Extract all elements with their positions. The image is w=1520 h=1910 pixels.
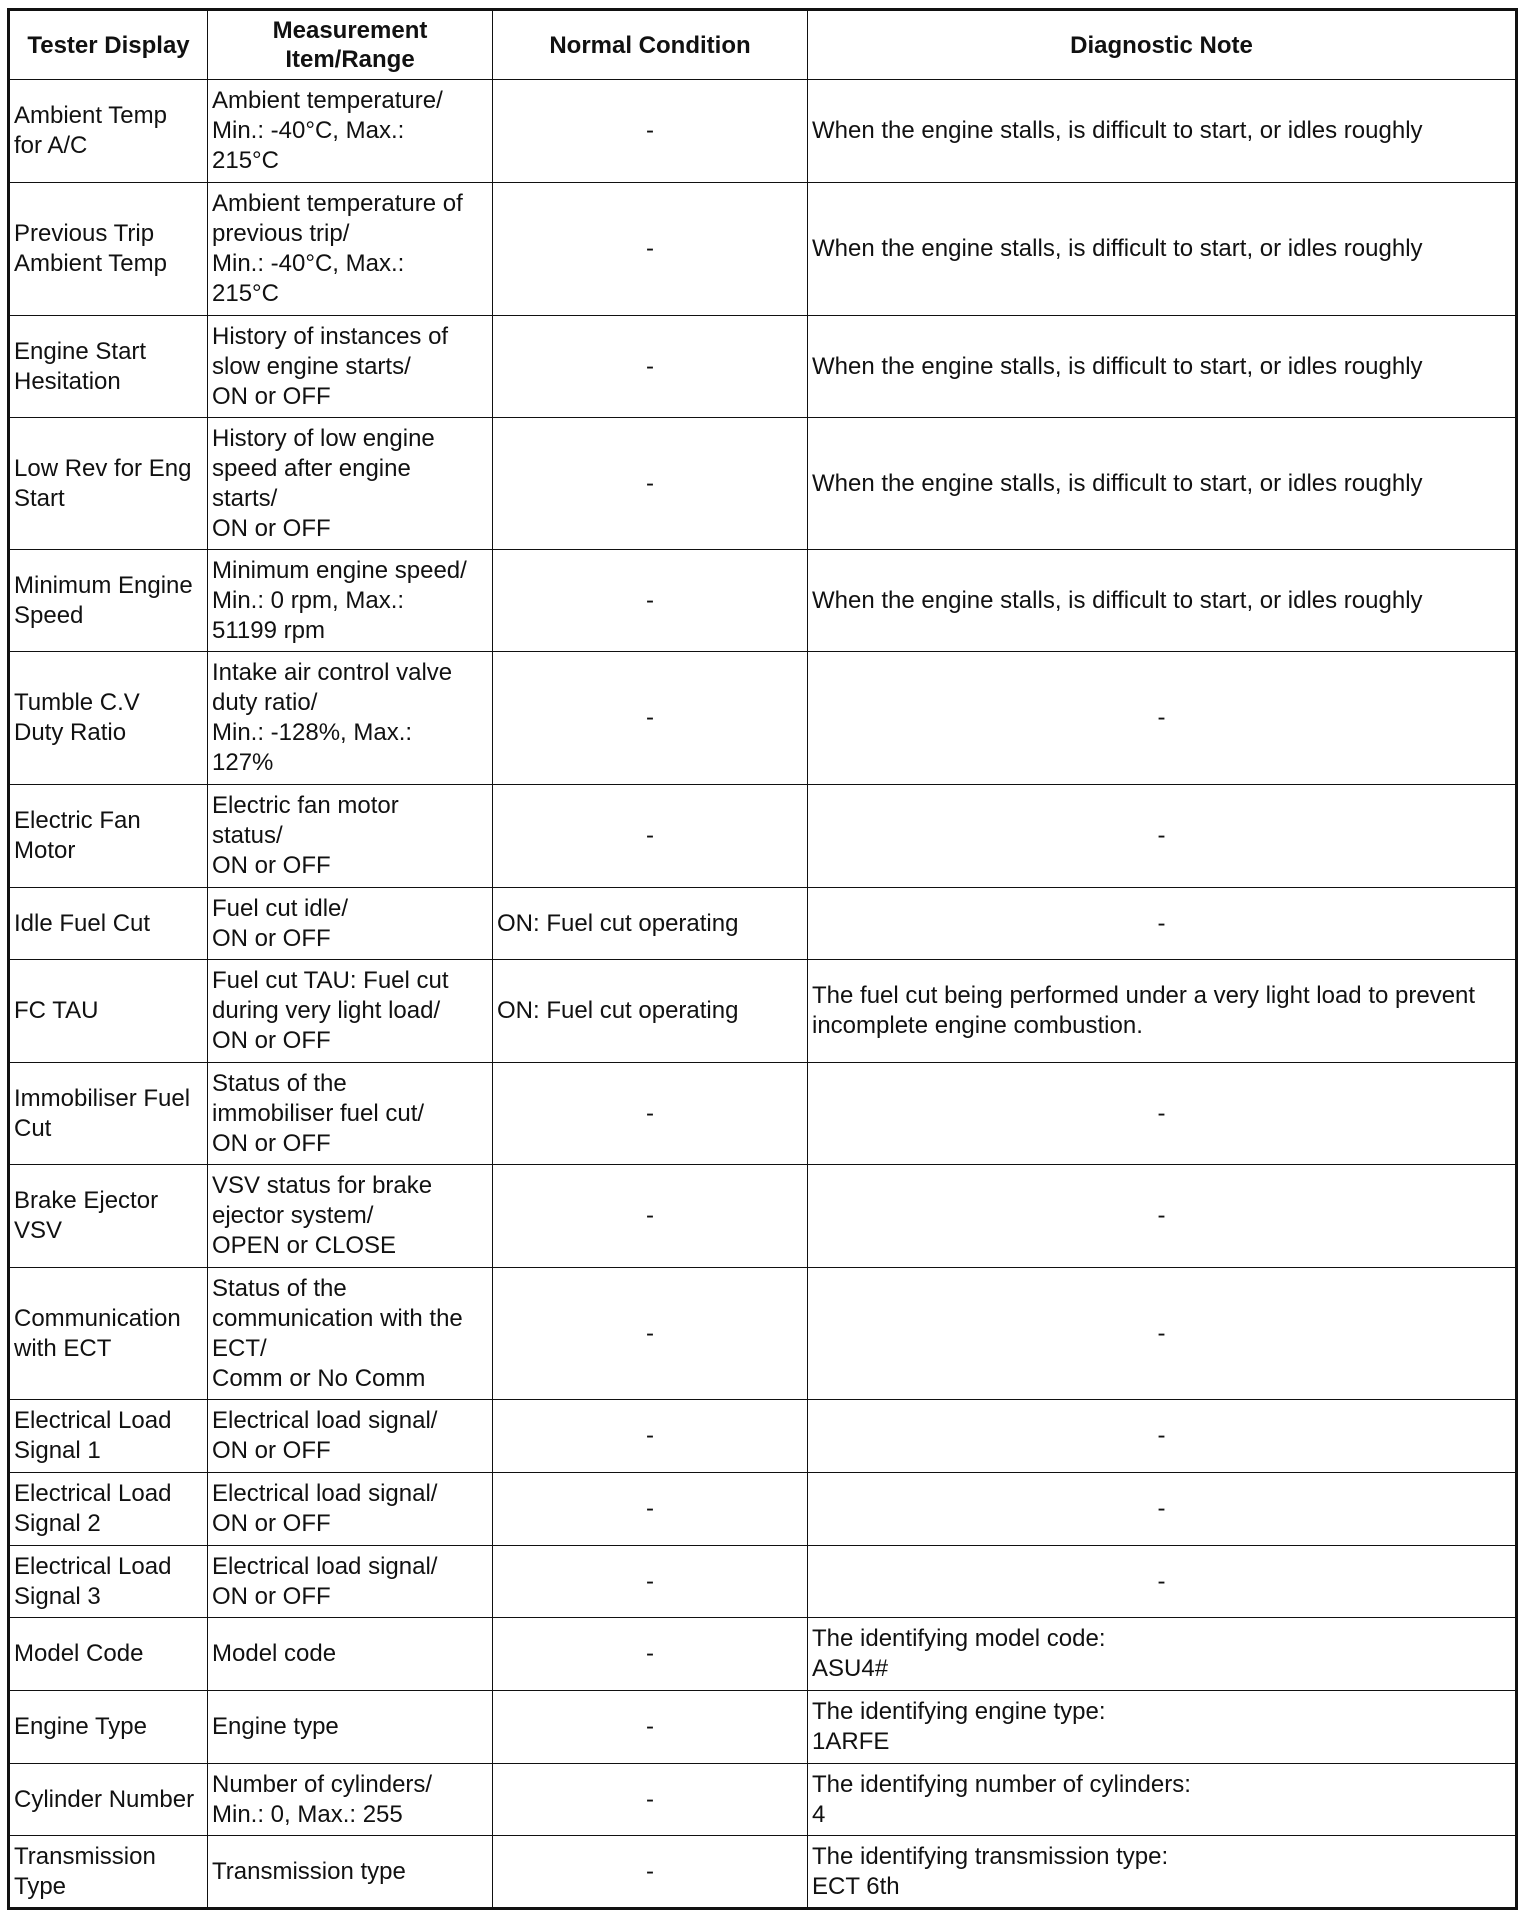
tester-display-cell — [9, 1268, 208, 1400]
normal-condition-cell — [493, 1268, 808, 1400]
header-normal-condition: Normal Condition — [493, 10, 808, 80]
diagnostic-note-cell — [808, 888, 1517, 960]
table-row — [9, 1400, 1517, 1473]
diagnostic-note-cell — [808, 652, 1517, 785]
measurement-range-text: Status of the immobiliser fuel cut/ ON or OFF — [212, 1069, 425, 1157]
normal-condition-cell — [493, 1473, 808, 1546]
measurement-range-cell — [208, 1400, 493, 1473]
normal-condition-text: - — [646, 586, 654, 614]
diagnostic-note-cell — [808, 1473, 1517, 1546]
tester-display-cell — [9, 183, 208, 316]
tester-display-cell — [9, 1836, 208, 1909]
diagnostic-note-cell — [808, 1063, 1517, 1165]
measurement-range-text: Ambient temperature/ Min.: -40°C, Max.: 215°C — [212, 87, 443, 174]
table-row — [9, 1473, 1517, 1546]
tester-display-text: Low Rev for Eng Start — [14, 454, 192, 512]
normal-condition-text: - — [646, 1422, 654, 1449]
normal-condition-cell — [493, 1764, 808, 1836]
table-row — [9, 888, 1517, 960]
tester-display-text: FC TAU — [14, 997, 99, 1024]
tester-display-text: Previous Trip Ambient Temp — [14, 220, 167, 277]
normal-condition-text: - — [646, 1640, 654, 1667]
tester-display-cell — [9, 418, 208, 550]
diagnostic-note-cell — [808, 418, 1517, 550]
normal-condition-cell — [493, 888, 808, 960]
diagnostic-note-text: When the engine stalls, is difficult to start, or idles roughly — [812, 235, 1423, 262]
measurement-range-cell — [208, 652, 493, 785]
normal-condition-text: - — [646, 1202, 654, 1229]
table-row — [9, 1618, 1517, 1691]
tester-display-text: Engine Type — [14, 1713, 147, 1740]
normal-condition-text: - — [646, 1567, 654, 1595]
tester-display-cell — [9, 1618, 208, 1691]
diagnostic-note-text: - — [1157, 1495, 1166, 1522]
measurement-range-text: Number of cylinders/ Min.: 0, Max.: 255 — [212, 1770, 433, 1828]
normal-condition-cell — [493, 1836, 808, 1909]
measurement-range-text: Ambient temperature of previous trip/ Min.: -40°C, Max.: 215°C — [212, 190, 463, 307]
diagnostic-note-text: The identifying model code: ASU4# — [812, 1625, 1106, 1682]
normal-condition-cell — [493, 80, 808, 183]
normal-condition-text: - — [646, 1785, 654, 1813]
header-tester-display: Tester Display — [9, 10, 208, 80]
table-row — [9, 1063, 1517, 1165]
normal-condition-cell — [493, 1546, 808, 1618]
measurement-range-cell — [208, 1764, 493, 1836]
table-header-row — [9, 10, 1517, 80]
normal-condition-cell — [493, 652, 808, 785]
tester-display-cell — [9, 1764, 208, 1836]
measurement-range-text: Minimum engine speed/ Min.: 0 rpm, Max.: 51199 rpm — [212, 556, 467, 644]
measurement-range-text: Fuel cut idle/ ON or OFF — [212, 894, 349, 952]
measurement-range-cell — [208, 960, 493, 1063]
tester-display-cell — [9, 1063, 208, 1165]
table-row — [9, 652, 1517, 785]
tester-display-cell — [9, 1546, 208, 1618]
normal-condition-cell — [493, 1691, 808, 1764]
normal-condition-cell — [493, 785, 808, 888]
diagnostic-note-cell — [808, 1165, 1517, 1268]
measurement-range-cell — [208, 316, 493, 418]
table-row — [9, 1764, 1517, 1836]
tester-display-cell — [9, 785, 208, 888]
measurement-range-cell — [208, 1836, 493, 1909]
diagnostic-note-text: The fuel cut being performed under a very light load to prevent incomplete engine combustion. — [812, 982, 1476, 1039]
measurement-range-text: VSV status for brake ejector system/ OPEN or CLOSE — [212, 1172, 433, 1259]
table-row — [9, 550, 1517, 652]
measurement-range-text: Model code — [212, 1640, 337, 1667]
measurement-range-text: Status of the communication with the ECT/ Comm or No Comm — [212, 1274, 463, 1392]
diagnostic-note-text: - — [1157, 1422, 1166, 1449]
diagnostic-note-cell — [808, 1400, 1517, 1473]
tester-display-text: Electrical Load Signal 1 — [14, 1407, 172, 1464]
measurement-range-cell — [208, 1546, 493, 1618]
measurement-range-text: Engine type — [212, 1713, 339, 1740]
normal-condition-text: - — [646, 1319, 654, 1347]
tester-display-text: Model Code — [14, 1640, 144, 1667]
diagnostic-note-cell — [808, 80, 1517, 183]
tester-display-text: Idle Fuel Cut — [14, 909, 151, 937]
measurement-range-text: Electrical load signal/ ON or OFF — [212, 1552, 438, 1610]
normal-condition-text: - — [646, 822, 654, 849]
measurement-range-cell — [208, 80, 493, 183]
measurement-range-text: Electrical load signal/ ON or OFF — [212, 1480, 438, 1537]
diagnostic-note-cell — [808, 960, 1517, 1063]
table-body — [9, 80, 1517, 1909]
normal-condition-cell — [493, 1165, 808, 1268]
table-row — [9, 183, 1517, 316]
tester-display-cell — [9, 1691, 208, 1764]
diagnostic-note-text: When the engine stalls, is difficult to start, or idles roughly — [812, 586, 1423, 614]
normal-condition-cell — [493, 316, 808, 418]
table-row — [9, 1836, 1517, 1909]
diagnostic-note-text: The identifying engine type: 1ARFE — [812, 1698, 1106, 1755]
normal-condition-text: - — [646, 1495, 654, 1522]
table-row — [9, 1268, 1517, 1400]
table-row — [9, 785, 1517, 888]
normal-condition-text: ON: Fuel cut operating — [497, 997, 739, 1024]
tester-display-cell — [9, 888, 208, 960]
measurement-range-text: History of instances of slow engine starts/ ON or OFF — [212, 322, 449, 410]
diagnostic-note-text: The identifying number of cylinders: 4 — [812, 1770, 1191, 1828]
measurement-range-text: History of low engine speed after engine starts/ ON or OFF — [212, 424, 435, 542]
table-row — [9, 80, 1517, 183]
table-row — [9, 1165, 1517, 1268]
diagnostic-note-cell — [808, 1618, 1517, 1691]
measurement-range-text: Transmission type — [212, 1857, 406, 1885]
normal-condition-cell — [493, 1618, 808, 1691]
measurement-range-cell — [208, 1165, 493, 1268]
normal-condition-text: ON: Fuel cut operating — [497, 909, 739, 937]
table-row — [9, 1691, 1517, 1764]
measurement-range-cell — [208, 785, 493, 888]
header-measurement-item-range: Measurement Item/Range — [208, 10, 493, 80]
measurement-range-cell — [208, 418, 493, 550]
tester-display-text: Electrical Load Signal 2 — [14, 1480, 172, 1537]
normal-condition-text: - — [646, 1099, 654, 1127]
tester-data-table — [7, 8, 1518, 1910]
normal-condition-cell — [493, 960, 808, 1063]
diagnostic-note-text: When the engine stalls, is difficult to start, or idles roughly — [812, 117, 1423, 144]
tester-display-text: Ambient Temp for A/C — [14, 102, 167, 159]
tester-display-text: Tumble C.V Duty Ratio — [14, 689, 140, 746]
tester-display-cell — [9, 652, 208, 785]
measurement-range-cell — [208, 1268, 493, 1400]
diagnostic-note-cell — [808, 1691, 1517, 1764]
diagnostic-note-text: - — [1157, 822, 1166, 849]
tester-display-cell — [9, 80, 208, 183]
tester-display-text: Communication with ECT — [14, 1304, 181, 1362]
measurement-range-cell — [208, 1063, 493, 1165]
diagnostic-note-text: - — [1157, 1319, 1166, 1347]
normal-condition-text: - — [646, 1857, 654, 1885]
measurement-range-cell — [208, 1691, 493, 1764]
measurement-range-cell — [208, 183, 493, 316]
normal-condition-text: - — [646, 352, 654, 380]
diagnostic-note-cell — [808, 316, 1517, 418]
measurement-range-cell — [208, 1618, 493, 1691]
tester-display-cell — [9, 1473, 208, 1546]
tester-display-cell — [9, 1400, 208, 1473]
tester-display-text: Engine Start Hesitation — [14, 337, 147, 395]
normal-condition-text: - — [646, 704, 654, 731]
normal-condition-cell — [493, 1063, 808, 1165]
table-row — [9, 1546, 1517, 1618]
diagnostic-note-text: - — [1157, 1099, 1166, 1127]
diagnostic-data-sheet — [7, 8, 1515, 1910]
normal-condition-cell — [493, 1400, 808, 1473]
tester-display-cell — [9, 960, 208, 1063]
diagnostic-note-cell — [808, 1836, 1517, 1909]
diagnostic-note-text: When the engine stalls, is difficult to start, or idles roughly — [812, 469, 1423, 497]
tester-display-text: Immobiliser Fuel Cut — [14, 1084, 191, 1142]
normal-condition-cell — [493, 418, 808, 550]
tester-display-text: Cylinder Number — [14, 1785, 195, 1813]
diagnostic-note-text: - — [1157, 1202, 1166, 1229]
measurement-range-text: Electrical load signal/ ON or OFF — [212, 1407, 438, 1464]
normal-condition-text: - — [646, 235, 654, 262]
table-row — [9, 316, 1517, 418]
tester-display-cell — [9, 1165, 208, 1268]
diagnostic-note-cell — [808, 1764, 1517, 1836]
tester-display-text: Minimum Engine Speed — [14, 571, 193, 629]
tester-display-text: Electric Fan Motor — [14, 807, 141, 864]
diagnostic-note-text: - — [1157, 704, 1166, 731]
diagnostic-note-cell — [808, 550, 1517, 652]
measurement-range-text: Intake air control valve duty ratio/ Min.: -128%, Max.: 127% — [212, 659, 453, 776]
table-row — [9, 418, 1517, 550]
diagnostic-note-text: - — [1157, 909, 1166, 937]
normal-condition-text: - — [646, 469, 654, 497]
diagnostic-note-cell — [808, 785, 1517, 888]
normal-condition-cell — [493, 550, 808, 652]
measurement-range-text: Fuel cut TAU: Fuel cut during very light load/ ON or OFF — [212, 967, 449, 1054]
diagnostic-note-cell — [808, 1546, 1517, 1618]
header-diagnostic-note: Diagnostic Note — [808, 10, 1517, 80]
measurement-range-cell — [208, 888, 493, 960]
tester-display-text: Brake Ejector VSV — [14, 1187, 159, 1244]
tester-display-text: Transmission Type — [14, 1842, 156, 1900]
diagnostic-note-text: - — [1157, 1567, 1166, 1595]
tester-display-cell — [9, 316, 208, 418]
diagnostic-note-text: The identifying transmission type: ECT 6th — [812, 1842, 1169, 1900]
diagnostic-note-cell — [808, 1268, 1517, 1400]
normal-condition-text: - — [646, 1713, 654, 1740]
normal-condition-text: - — [646, 117, 654, 144]
table-row — [9, 960, 1517, 1063]
tester-display-cell — [9, 550, 208, 652]
measurement-range-cell — [208, 550, 493, 652]
measurement-range-text: Electric fan motor status/ ON or OFF — [212, 792, 399, 879]
diagnostic-note-text: When the engine stalls, is difficult to start, or idles roughly — [812, 352, 1423, 380]
diagnostic-note-cell — [808, 183, 1517, 316]
normal-condition-cell — [493, 183, 808, 316]
tester-display-text: Electrical Load Signal 3 — [14, 1552, 172, 1610]
measurement-range-cell — [208, 1473, 493, 1546]
